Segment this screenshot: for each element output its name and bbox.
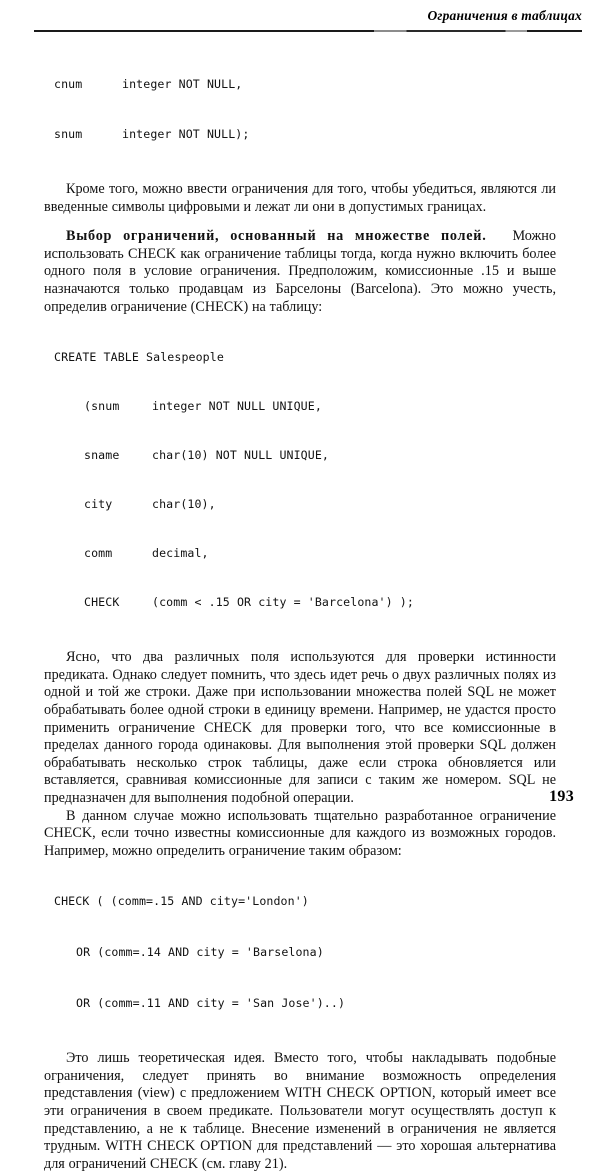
code-line: OR (comm=.14 AND city = 'Barselona) — [76, 945, 324, 960]
page-content — [44, 52, 556, 1173]
code-col-name: sname — [84, 448, 120, 463]
code-col-name: cnum — [54, 77, 83, 91]
code-line — [44, 498, 556, 511]
code-line-header: CREATE TABLE Salespeople — [54, 350, 224, 365]
code-line — [44, 449, 556, 462]
code-col-def: char(10), — [152, 497, 216, 512]
code-col-def: integer NOT NULL); — [122, 127, 250, 141]
code-col-name: comm — [84, 546, 113, 561]
paragraph-4: В данном случае можно использовать тщательно разработанное ограничение CHECK, если точно известны комиссионные для каждого из возможных городов. Например, можно определить ограничение таким образом: — [44, 807, 556, 859]
code-line: OR (comm=.11 AND city = 'San Jose')..) — [76, 996, 346, 1011]
code-line — [44, 547, 556, 560]
paragraph-5: Это лишь теоретическая идея. Вместо того, чтобы накладывать подобные ограничения, следует принять во внимание возможность определения представления (view) с предложением WITH CHECK OPTION, который имеет все эти ограничения в своем предикате. Пользователи могут осуществлять доступ к представлению, а не к таблице. Внесение изменений в ограничения не является трудным. WITH CHECK OPTION для представлений — это хорошая альтернатива для ограничений CHECK (см. главу 21). — [44, 1050, 556, 1172]
paragraph-1: Кроме того, можно ввести ограничения для того, чтобы убедиться, являются ли введенные символы цифровыми и лежат ли они в допустимых границах. — [44, 181, 556, 215]
code-line — [44, 400, 556, 413]
code-col-name: snum — [54, 127, 83, 141]
code-col-def: (comm < .15 OR city = 'Barcelona') ); — [152, 595, 414, 610]
code-block-create-table — [44, 325, 556, 635]
code-line: CHECK ( (comm=.15 AND city='London') — [54, 894, 309, 909]
code-col-name: city — [84, 497, 113, 512]
code-block-top — [44, 52, 556, 167]
running-head — [34, 8, 582, 34]
page-number: 193 — [549, 788, 574, 805]
paragraph-3: Ясно, что два различных поля используются для проверки истинности предиката. Однако следует помнить, что здесь идет речь о двух различных полях из одной и той же строки. Даже при использовании множества полей SQL не может обрабатывать более одной строки в единицу времени. Например, не удастся просто применить ограничение CHECK для проверки того, что все комиссионные в пределах данного города одинаковы. Для выполнения этой проверки SQL должен обрабатывать несколько строк таблицы, даже если строка обновляется или вставляется, сравнивая комиссионные для записи с таким же номером. SQL не предназначен для выполнения подобной операции. — [44, 649, 556, 806]
code-col-def: char(10) NOT NULL UNIQUE, — [152, 448, 330, 463]
code-line — [44, 596, 556, 609]
code-col-name: CHECK — [84, 595, 120, 610]
code-line — [44, 78, 556, 91]
section-lead-in: Выбор ограничений, основанный на множестве полей. — [66, 228, 487, 245]
code-col-name: (snum — [84, 399, 120, 414]
code-col-def: decimal, — [152, 546, 209, 561]
paragraph-2-body: Можно использовать CHECK как ограничение таблицы тогда, когда нужно включить более одного поля в условие ограничения. Предположим, комиссионные .15 и выше назначаются только продавцам из Барселоны (Barcelona). Это можно учесть, определив ограничение (CHECK) на таблицу: — [44, 228, 556, 315]
code-col-def: integer NOT NULL, — [122, 77, 243, 91]
header-rule — [34, 30, 582, 32]
running-head-title: Ограничения в таблицах — [427, 8, 582, 23]
code-col-def: integer NOT NULL UNIQUE, — [152, 399, 322, 414]
paragraph-2 — [44, 228, 556, 316]
code-line — [44, 128, 556, 141]
code-block-check-multi — [44, 869, 556, 1036]
